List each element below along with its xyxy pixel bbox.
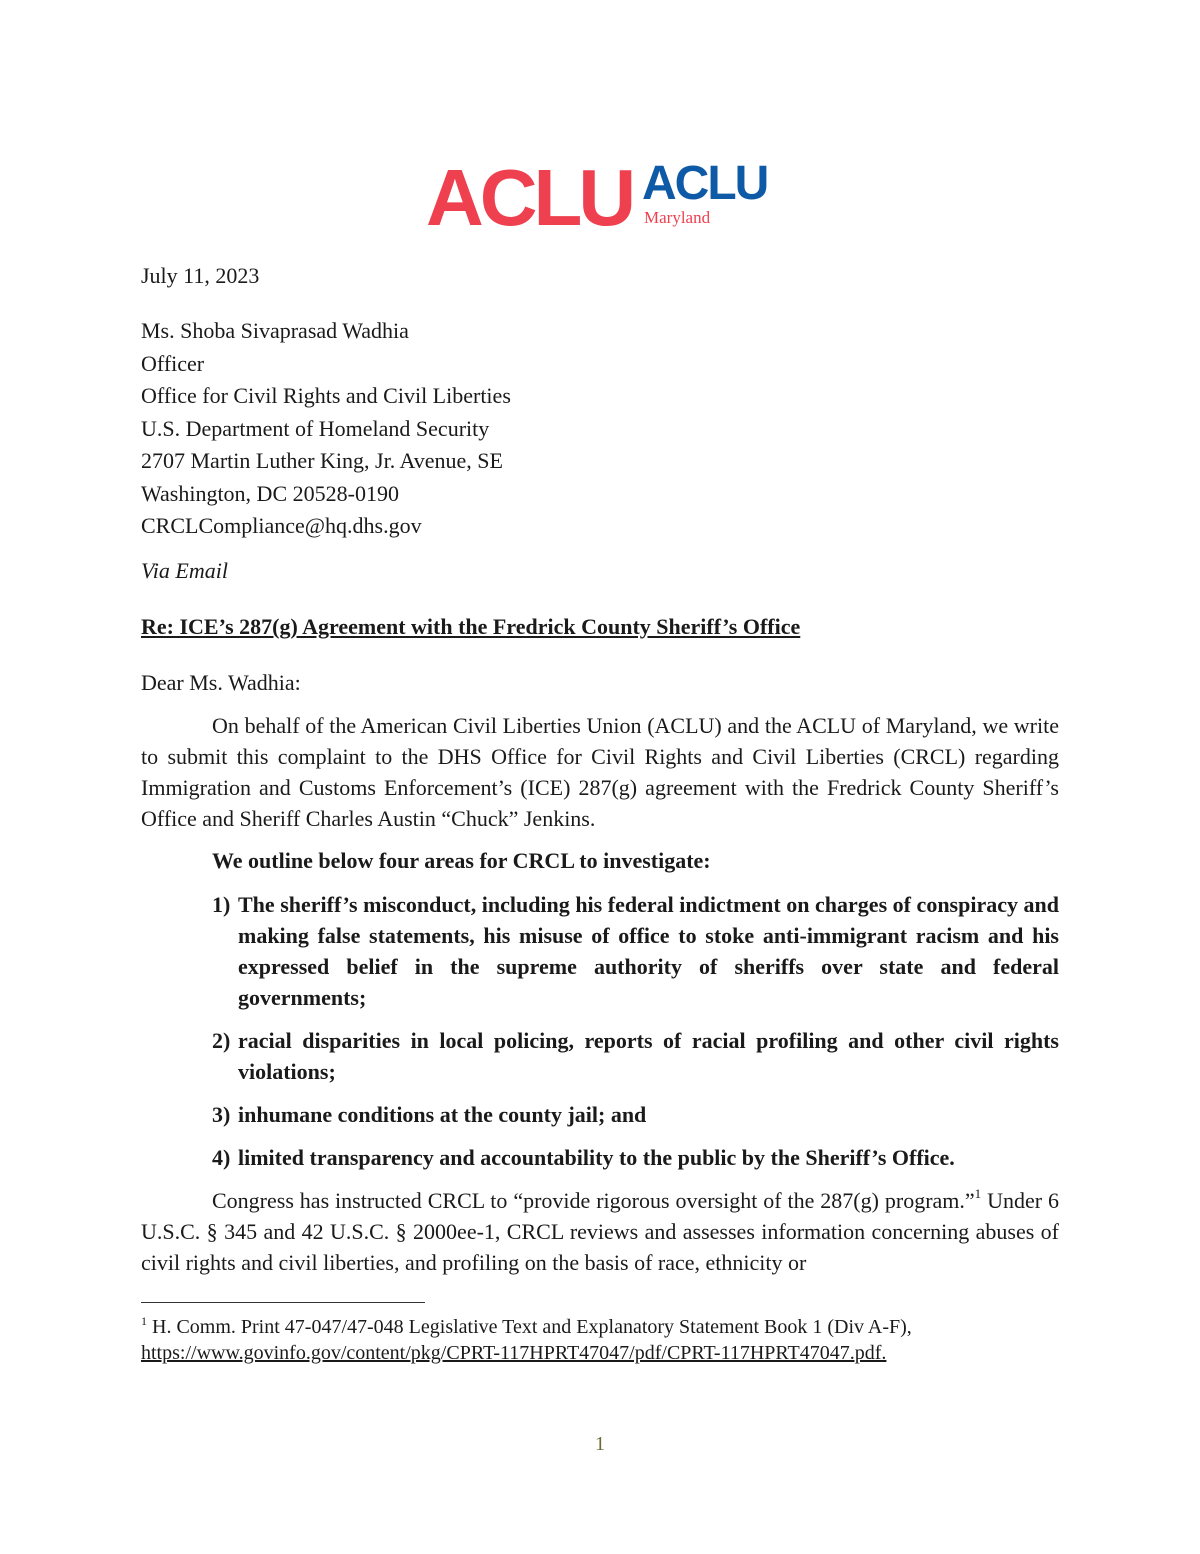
area-text: racial disparities in local policing, reports of racial profiling and other civil rights violations; [238, 1028, 1059, 1084]
delivery-method: Via Email [141, 558, 228, 583]
recipient-name: Ms. Shoba Sivaprasad Wadhia [141, 318, 409, 343]
area-number: 2) [212, 1028, 231, 1053]
area-text: inhumane conditions at the county jail; and [238, 1102, 647, 1127]
recipient-office: Office for Civil Rights and Civil Liberties [141, 383, 511, 408]
area-item-3 [212, 1099, 1059, 1130]
congress-paragraph [141, 1185, 1059, 1278]
area-number: 3) [212, 1102, 231, 1127]
area-number: 1) [212, 892, 231, 917]
footnote-text: H. Comm. Print 47-047/47-048 Legislative Text and Explanatory Statement Book 1 (Div A-F), [152, 1316, 912, 1338]
congress-paragraph-lead: Congress has instructed CRCL to “provide rigorous oversight of the 287(g) program.” [212, 1188, 975, 1213]
aclu-maryland-logo-word: ACLU [642, 157, 768, 210]
recipient-email: CRCLCompliance@hq.dhs.gov [141, 513, 422, 538]
letterhead-logos [426, 153, 776, 242]
subject-line: Re: ICE’s 287(g) Agreement with the Fredrick County Sheriff’s Office [141, 614, 801, 639]
aclu-maryland-logo-state: Maryland [644, 208, 711, 227]
page-number: 1 [595, 1433, 605, 1455]
area-number: 4) [212, 1145, 231, 1170]
intro-paragraph: On behalf of the American Civil Liberties Union (ACLU) and the ACLU of Maryland, we write to submit this complaint to the DHS Office for Civil Rights and Civil Liberties (CRCL) regarding Immigration and Customs Enforcement’s (ICE) 287(g) agreement with the Fredrick County Sheriff’s Office and Sheriff Charles Austin “Chuck” Jenkins. [141, 713, 1059, 831]
area-item-2 [212, 1025, 1059, 1087]
aclu-logo: ACLU [426, 153, 633, 242]
recipient-department: U.S. Department of Homeland Security [141, 416, 490, 441]
footnote-reference[interactable]: 1 [974, 1186, 982, 1201]
recipient-city: Washington, DC 20528-0190 [141, 481, 399, 506]
area-text: limited transparency and accountability to the public by the Sheriff’s Office. [238, 1145, 955, 1170]
letter-date: July 11, 2023 [141, 263, 260, 288]
footnote-link[interactable]: https://www.govinfo.gov/content/pkg/CPRT-117HPRT47047/pdf/CPRT-117HPRT47047.pdf. [141, 1342, 887, 1364]
footnote [141, 1314, 1059, 1366]
outline-heading: We outline below four areas for CRCL to investigate: [212, 848, 711, 873]
congress-paragraph-continuation: Under 6 U.S.C. § 345 and 42 U.S.C. § 2000ee-1, CRCL reviews and assesses information concerning abuses of civil rights and civil liberties, and profiling on the basis of race, ethnicity or [141, 1188, 1059, 1275]
recipient-title: Officer [141, 351, 205, 376]
area-item-4 [212, 1142, 1059, 1173]
area-text: The sheriff’s misconduct, including his federal indictment on charges of conspiracy and making false statements, his misuse of office to stoke anti-immigrant racism and his expressed belief in the supreme authority of sheriffs over state and federal governments; [238, 892, 1059, 1010]
area-item-1 [212, 889, 1059, 1013]
salutation: Dear Ms. Wadhia: [141, 670, 301, 695]
aclu-maryland-logo [642, 157, 772, 232]
footnote-mark: 1 [141, 1314, 147, 1328]
recipient-street: 2707 Martin Luther King, Jr. Avenue, SE [141, 448, 503, 473]
footnote-divider [141, 1302, 425, 1303]
